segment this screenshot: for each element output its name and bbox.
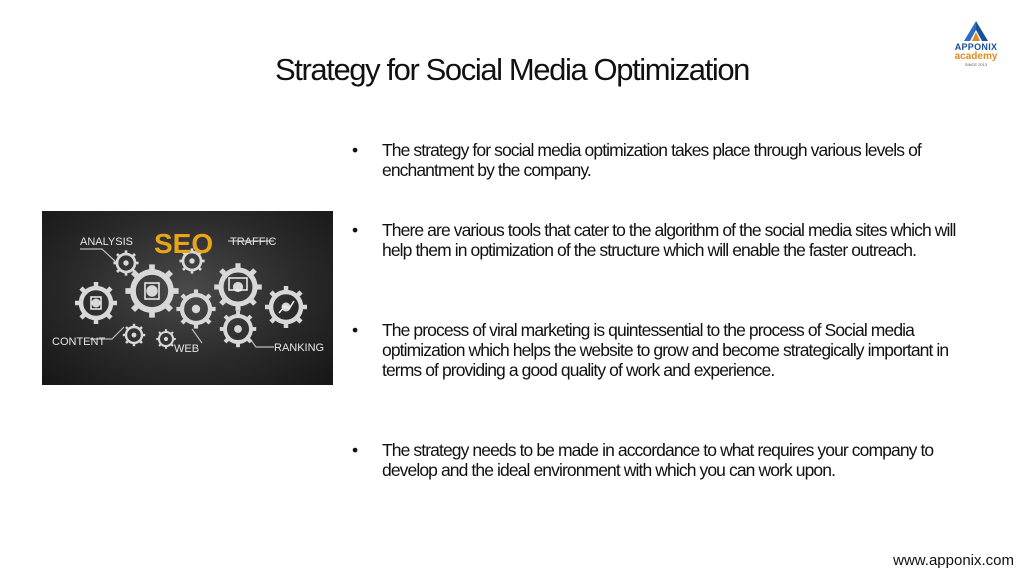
logo-mark-icon (963, 20, 989, 42)
bullet-item-3 (352, 320, 972, 380)
logo-since: SINCE 2013 (964, 62, 988, 67)
bullet-text: The process of viral marketing is quintessential to the process of Social media optimization which helps the website to grow and become strategically important in terms of providing a good quality of work and experience. (382, 320, 949, 380)
slide-title: Strategy for Social Media Optimization (274, 52, 750, 87)
bullet-marker: • (352, 140, 358, 160)
seo-label-content: CONTENT (52, 336, 106, 348)
seo-illustration (42, 211, 333, 385)
bullet-marker: • (352, 440, 358, 460)
seo-label-ranking: RANKING (274, 342, 325, 354)
bullet-item-1 (352, 140, 972, 180)
seo-label-seo: SEO (154, 228, 214, 259)
bullet-text: There are various tools that cater to the algorithm of the social media sites which will help them in optimization of the structure which will enable the faster outreach. (382, 220, 956, 260)
bullet-text: The strategy needs to be made in accordance to what requires your company to develop and the ideal environment with which you can work upon. (382, 440, 934, 480)
seo-gears-icon (42, 211, 333, 385)
seo-label-analysis: ANALYSIS (80, 236, 133, 248)
bullet-marker: • (352, 220, 358, 240)
bullet-marker: • (352, 320, 358, 340)
seo-label-traffic: TRAFFIC (230, 236, 277, 248)
bullet-text: The strategy for social media optimization takes place through various levels of enchantment by the company. (382, 140, 921, 180)
bullet-item-2 (352, 220, 972, 260)
bullet-item-4 (352, 440, 972, 480)
seo-label-web: WEB (174, 343, 200, 355)
apponix-logo (944, 20, 1008, 76)
footer-url: www.apponix.com (893, 552, 1014, 569)
logo-brand: APPONIX (954, 42, 998, 52)
logo-sub: academy (954, 51, 998, 62)
